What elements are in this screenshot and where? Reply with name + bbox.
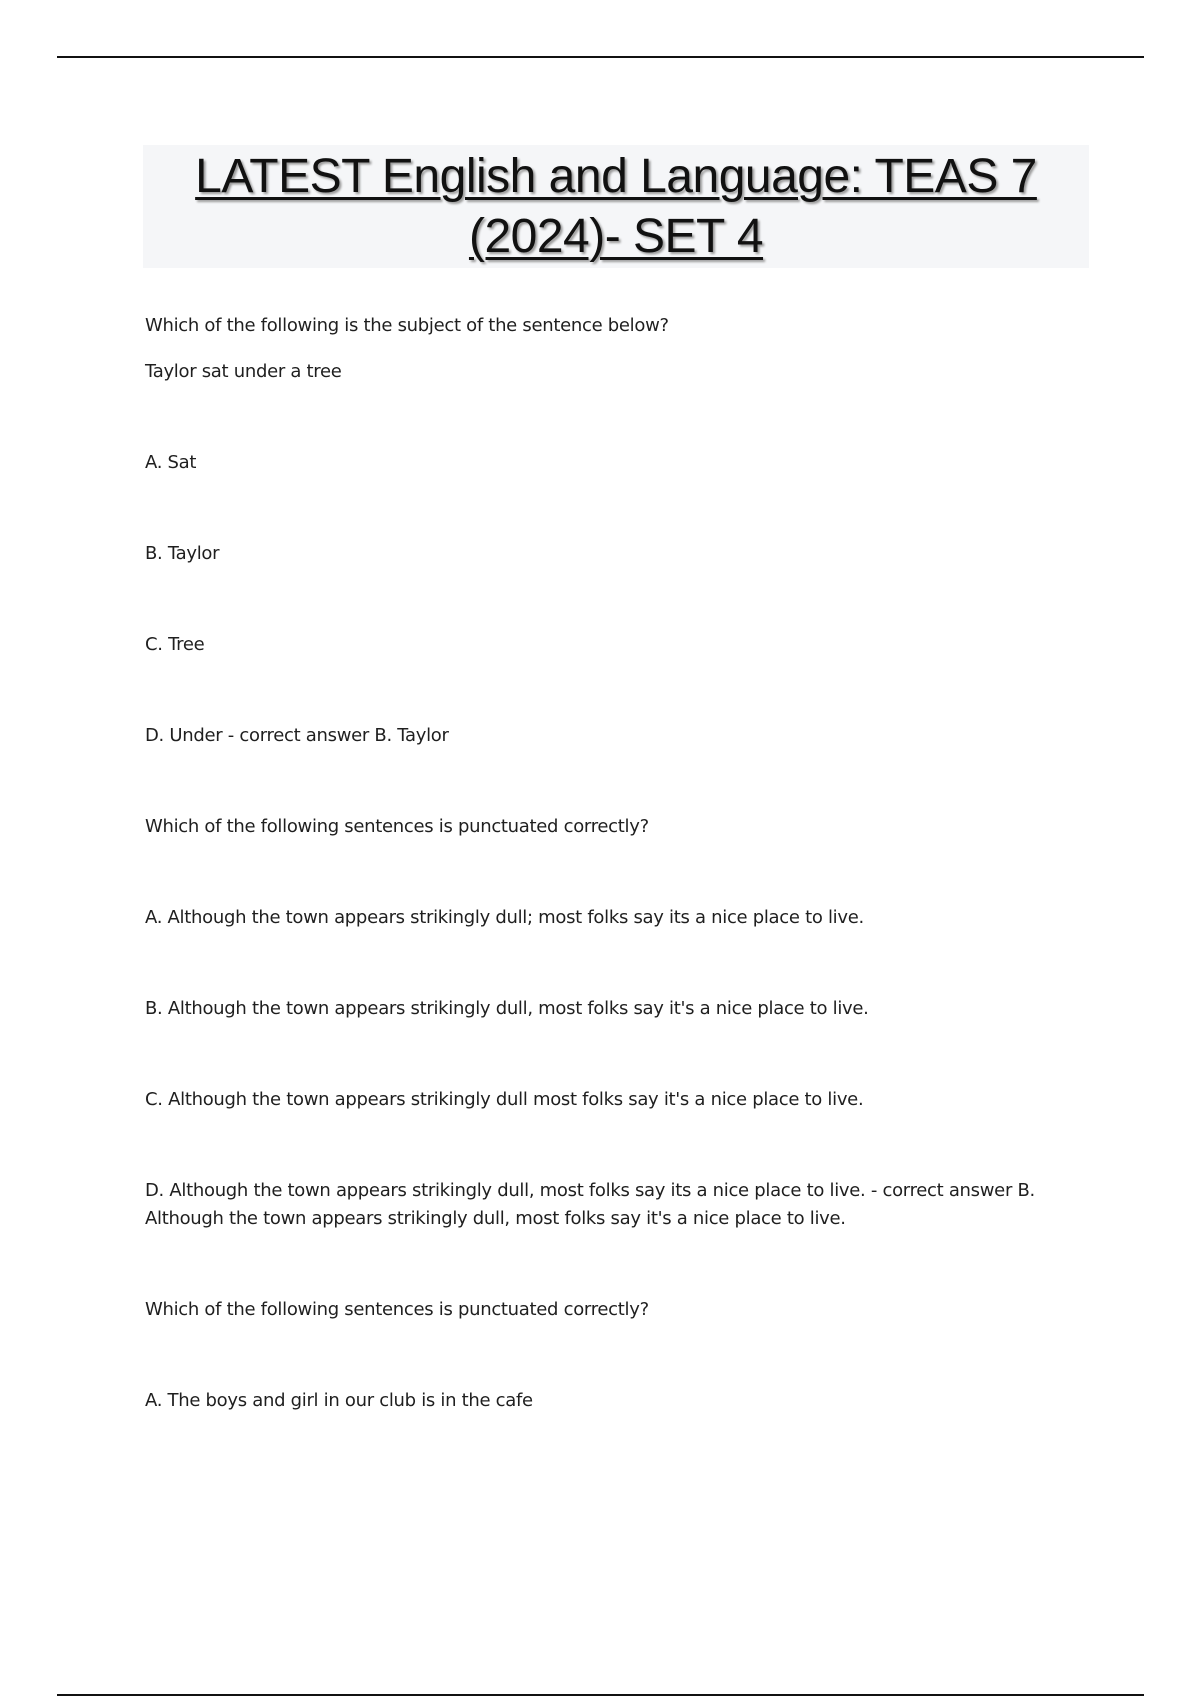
question-2-prompt: Which of the following sentences is punctuated correctly? [145,816,649,837]
question-2-option-a: A. Although the town appears strikingly dull; most folks say its a nice place to live. [145,907,864,928]
question-2-option-b: B. Although the town appears strikingly dull, most folks say it's a nice place to live. [145,998,869,1019]
title-line-2: (2024)- SET 4 [468,210,764,263]
question-1-sentence: Taylor sat under a tree [145,361,342,382]
question-1-option-c: C. Tree [145,634,205,655]
footer-rule [57,1694,1144,1696]
question-1-prompt: Which of the following is the subject of the sentence below? [145,315,669,336]
title-banner [143,145,1089,268]
question-2-option-c: C. Although the town appears strikingly dull most folks say it's a nice place to live. [145,1089,864,1110]
page-title [143,145,1089,267]
question-1-option-d-answer: D. Under - correct answer B. Taylor [145,725,449,746]
question-3-prompt: Which of the following sentences is punctuated correctly? [145,1299,649,1320]
title-line-1: LATEST English and Language: TEAS 7 [195,150,1037,203]
question-2-option-d-answer: D. Although the town appears strikingly dull, most folks say its a nice place to live. - correct answer B. [145,1180,1035,1201]
question-1-option-a: A. Sat [145,452,197,473]
header-rule [57,56,1144,58]
question-1-option-b: B. Taylor [145,543,220,564]
question-3-option-a: A. The boys and girl in our club is in the cafe [145,1390,533,1411]
question-2-answer-continued: Although the town appears strikingly dull, most folks say it's a nice place to live. [145,1208,846,1229]
